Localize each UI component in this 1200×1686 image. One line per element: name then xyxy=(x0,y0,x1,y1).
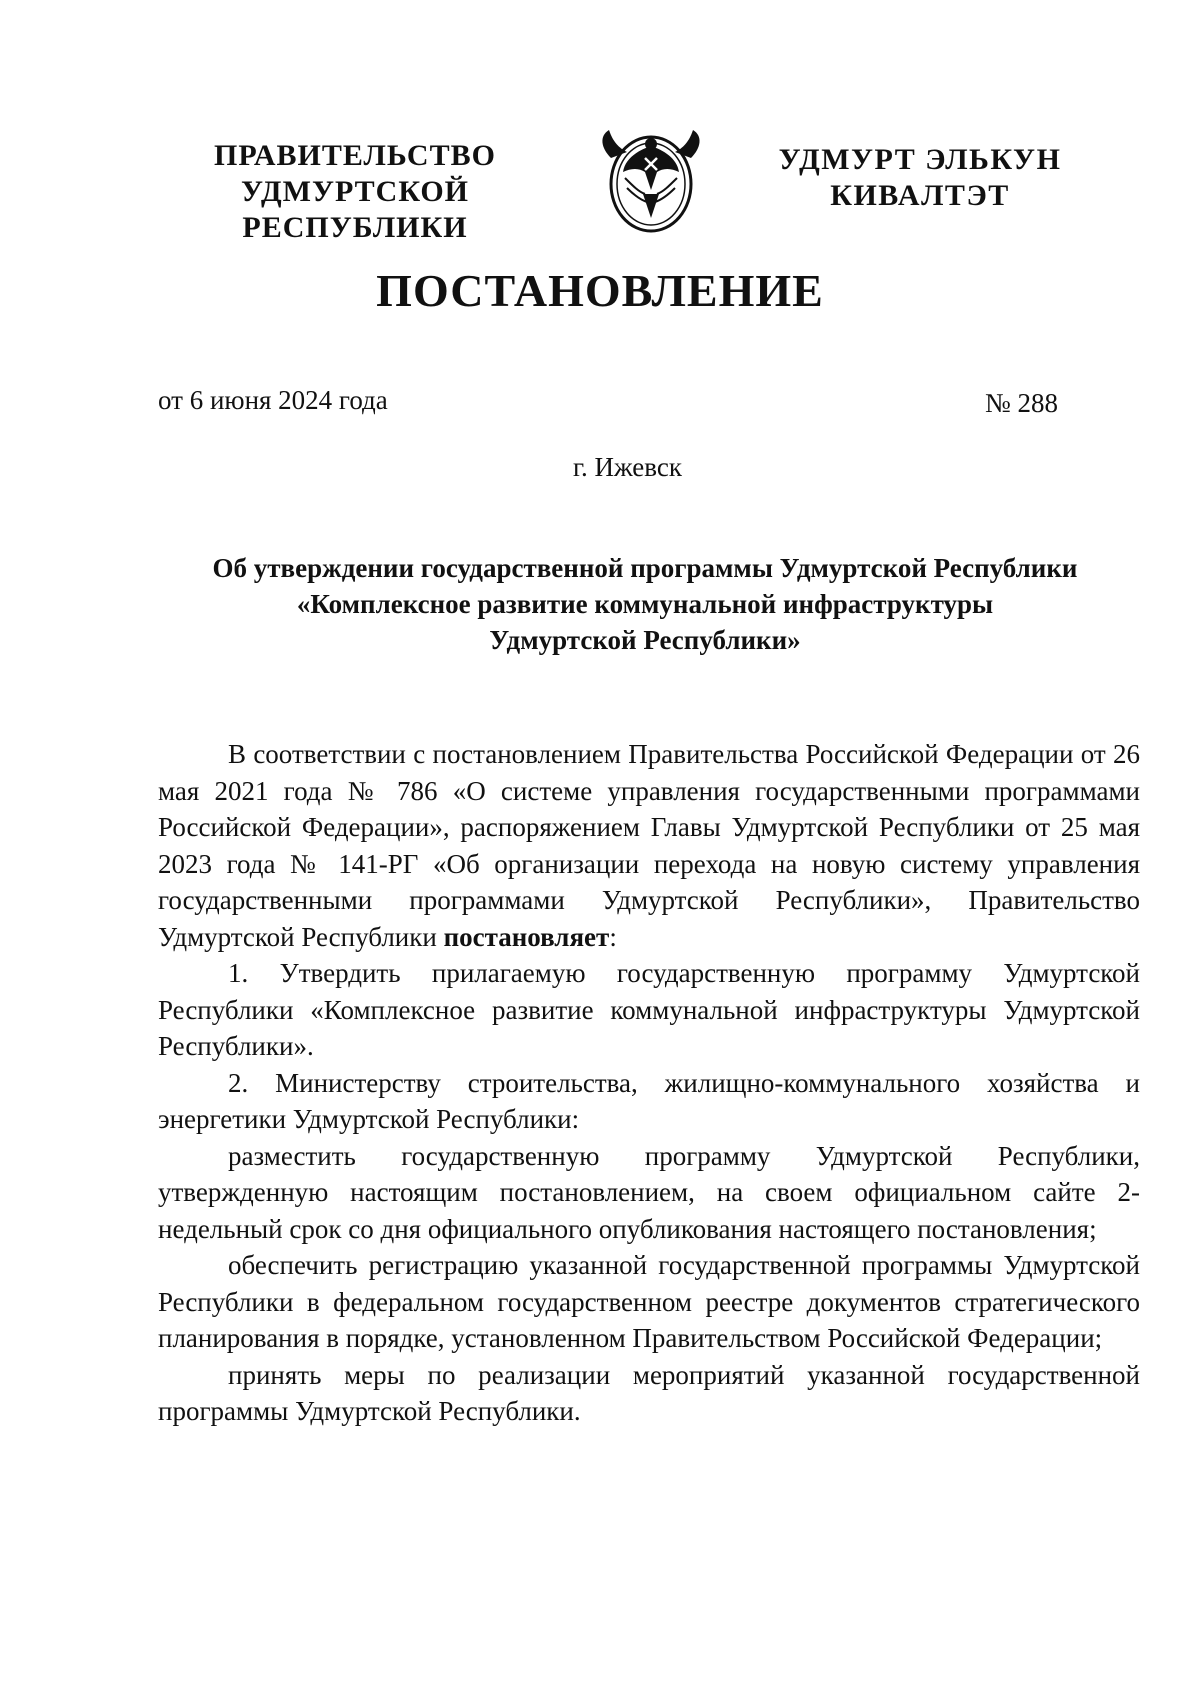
subject-line3: Удмуртской Республики» xyxy=(489,625,801,655)
item-2c-paragraph: принять меры по реализации мероприятий указанной государственной программы Удмуртской Республики. xyxy=(158,1359,1140,1426)
subject-line2: «Комплексное развитие коммунальной инфраструктуры xyxy=(296,589,994,619)
coat-of-arms-icon xyxy=(595,128,707,234)
item-2b-paragraph: обеспечить регистрацию указанной государственной программы Удмуртской Республики в федеральном государственном реестре документов стратегического планирования в порядке, установленном Правительством Российской Федерации; xyxy=(158,1250,1140,1353)
org-right-line1: УДМУРТ ЭЛЬКУН xyxy=(778,143,1062,176)
item-2a-paragraph: разместить государственную программу Удмуртской Республики, утвержденную настоящим постановлением, на своем официальном сайте 2-недельный срок со дня официального опубликования настоящего постановления; xyxy=(158,1140,1140,1244)
document-city: г. Ижевск xyxy=(572,452,682,482)
org-left-line2: УДМУРТСКОЙ РЕСПУБЛИКИ xyxy=(241,175,469,244)
document-number: № 288 xyxy=(984,388,1058,418)
preamble-colon: : xyxy=(609,921,617,952)
government-name-udmurt xyxy=(770,142,1070,214)
preamble-paragraph xyxy=(158,736,1140,955)
document-title: ПОСТАНОВЛЕНИЕ xyxy=(376,265,824,316)
preamble-decree-word: постановляет xyxy=(443,921,610,952)
subject-line1: Об утверждении государственной программы Удмуртской Республики xyxy=(212,553,1078,583)
government-name-russian xyxy=(135,138,575,246)
item-2-paragraph: 2. Министерству строительства, жилищно-коммунального хозяйства и энергетики Удмуртской Республики: xyxy=(158,1067,1140,1134)
document-header xyxy=(0,128,1200,244)
document-body xyxy=(158,736,1140,1430)
org-right-line2: КИВАЛТЭТ xyxy=(830,179,1010,212)
document-date: от 6 июня 2024 года xyxy=(158,385,388,415)
document-subject xyxy=(150,550,1140,658)
preamble-text: В соответствии с постановлением Правительства Российской Федерации от 26 мая 2021 года № 786 «О системе управления государственными программами Российской Федерации», распоряжением Главы Удмуртской Республики от 25 мая 2023 года № 141-РГ «Об организации перехода на новую систему управления государственными программами Удмуртской Республики», Правительство Удмуртской Республики xyxy=(158,739,1140,952)
item-1-paragraph: 1. Утвердить прилагаемую государственную программу Удмуртской Республики «Комплексное развитие коммунальной инфраструктуры Удмуртской Республики». xyxy=(158,958,1140,1061)
org-left-line1: ПРАВИТЕЛЬСТВО xyxy=(214,139,496,172)
